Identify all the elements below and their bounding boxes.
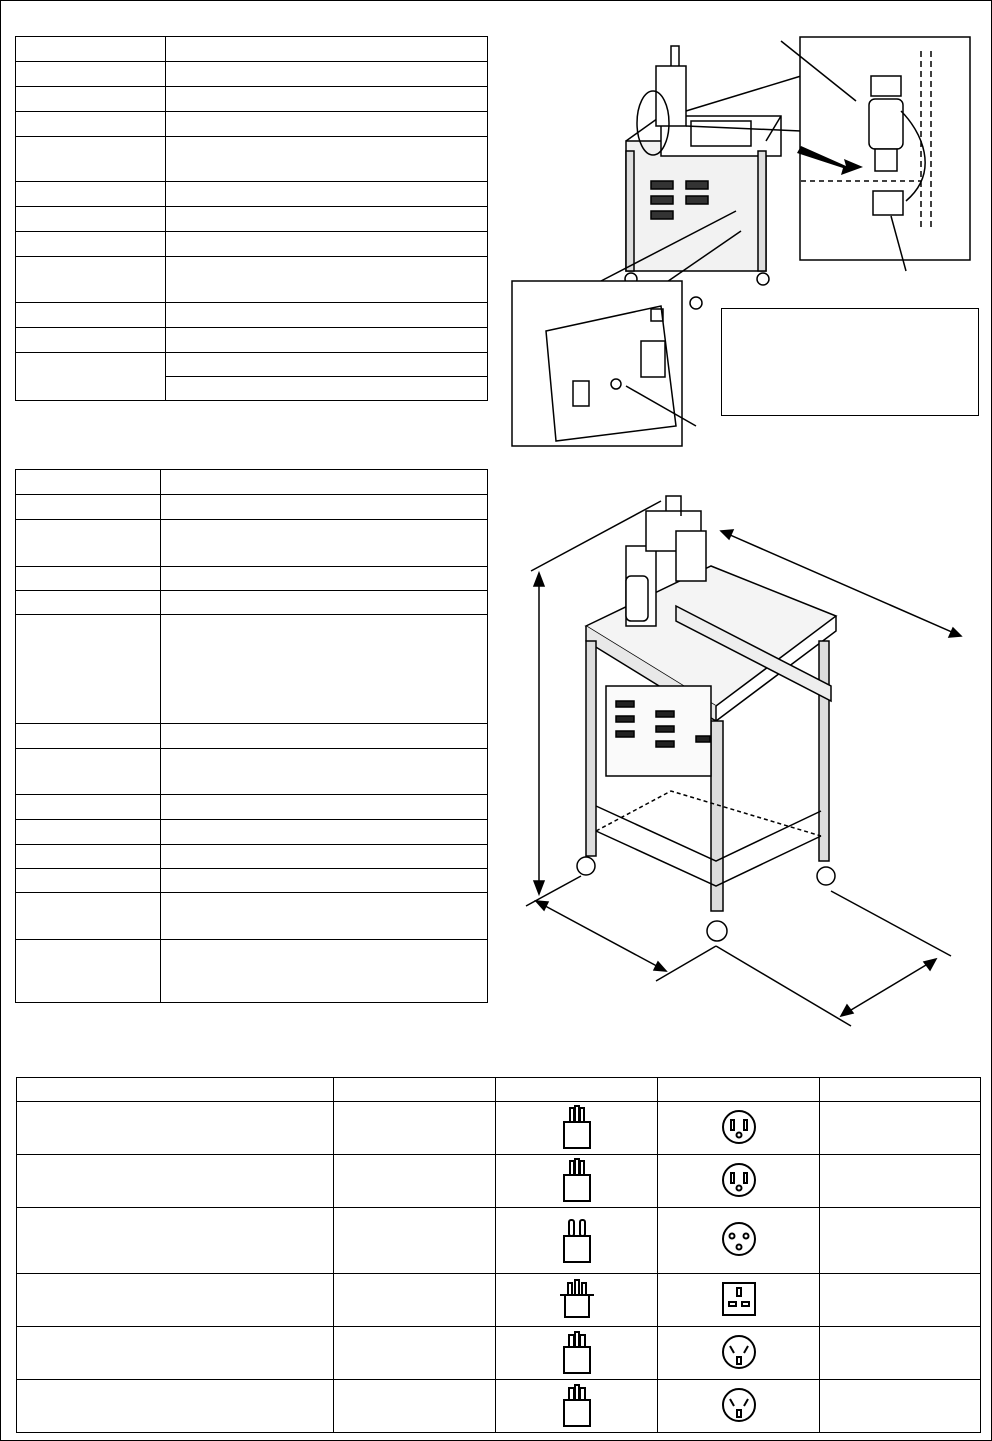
angled-3-pin-plug-icon (561, 1329, 593, 1375)
table-cell (17, 1155, 334, 1208)
table-cell (820, 1155, 981, 1208)
table-row (16, 470, 488, 495)
table-cell (16, 207, 166, 232)
table-cell (166, 112, 488, 137)
table-cell (16, 87, 166, 112)
table-row (16, 820, 488, 845)
plug-outlet-table (16, 1077, 981, 1433)
table-cell (166, 37, 488, 62)
table-cell (17, 1274, 334, 1327)
table-row (16, 893, 488, 940)
table-row (16, 232, 488, 257)
table-cell (16, 37, 166, 62)
table-cell (17, 1327, 334, 1380)
table-cell (16, 112, 166, 137)
table-row (16, 303, 488, 328)
table-row (16, 328, 488, 353)
table-header-row (17, 1078, 981, 1102)
table-cell (166, 257, 488, 303)
table-row (17, 1155, 981, 1208)
table-cell (17, 1208, 334, 1274)
table-cell (16, 795, 161, 820)
bs-3-pin-plug-icon (557, 1277, 597, 1321)
table-cell (161, 615, 488, 724)
table-row (17, 1380, 981, 1433)
table-cell (496, 1078, 658, 1102)
table-row (16, 137, 488, 182)
table-row (17, 1102, 981, 1155)
table-cell (496, 1327, 658, 1380)
table-row (17, 1208, 981, 1274)
table-cell (17, 1380, 334, 1433)
table-cell (820, 1208, 981, 1274)
table-row (16, 724, 488, 749)
table-cell (16, 820, 161, 845)
table-row (16, 207, 488, 232)
table-cell (16, 328, 166, 353)
table-cell (166, 353, 488, 377)
table-cell (16, 470, 161, 495)
table-cell (496, 1208, 658, 1274)
table-cell (161, 470, 488, 495)
bs-square-outlet-icon (720, 1280, 758, 1318)
table-cell (658, 1155, 820, 1208)
angled-3-hole-outlet-icon (720, 1333, 758, 1371)
table-cell (16, 749, 161, 795)
table-cell (334, 1274, 496, 1327)
table-row (16, 591, 488, 615)
table-cell (658, 1078, 820, 1102)
table-cell (820, 1380, 981, 1433)
table-cell (161, 749, 488, 795)
table-row (17, 1274, 981, 1327)
table-cell (17, 1078, 334, 1102)
3-prong-plug-icon (561, 1104, 593, 1150)
table-cell (820, 1102, 981, 1155)
table-cell (166, 182, 488, 207)
table-cell (161, 820, 488, 845)
table-row (16, 615, 488, 724)
table-cell (161, 520, 488, 567)
table-row (16, 62, 488, 87)
table-cell (334, 1380, 496, 1433)
table-row (16, 520, 488, 567)
table-cell (16, 893, 161, 940)
angled-3-pin-plug-icon (561, 1382, 593, 1428)
table-row (16, 87, 488, 112)
table-cell (161, 724, 488, 749)
table-cell (16, 353, 166, 401)
table-row (16, 567, 488, 591)
table-cell (820, 1274, 981, 1327)
table-cell (16, 495, 161, 520)
table-cell (16, 62, 166, 87)
table-cell (658, 1102, 820, 1155)
table-cell (820, 1327, 981, 1380)
table-row (17, 1327, 981, 1380)
3-prong-plug-icon (561, 1157, 593, 1203)
table-cell (496, 1380, 658, 1433)
table-cell (16, 520, 161, 567)
table-cell (166, 137, 488, 182)
table-cell (658, 1274, 820, 1327)
table-cell (166, 87, 488, 112)
table-cell (16, 232, 166, 257)
table-cell (334, 1155, 496, 1208)
table-row (16, 795, 488, 820)
table-row (16, 257, 488, 303)
table-cell (334, 1078, 496, 1102)
3-hole-round-outlet-icon (720, 1161, 758, 1199)
table-cell (16, 137, 166, 182)
table-cell (16, 724, 161, 749)
table-cell (166, 207, 488, 232)
spec-table-1 (15, 36, 488, 401)
table-cell (161, 893, 488, 940)
table-cell (16, 615, 161, 724)
table-row (16, 112, 488, 137)
table-row (16, 495, 488, 520)
table-row (16, 182, 488, 207)
3-hole-round-outlet-icon (720, 1108, 758, 1146)
table-cell (16, 591, 161, 615)
angled-3-hole-outlet-icon (720, 1386, 758, 1424)
table-cell (16, 182, 166, 207)
machine-dimension-figure (501, 491, 971, 1036)
table-cell (16, 567, 161, 591)
table-row (16, 353, 488, 377)
table-cell (496, 1274, 658, 1327)
table-cell (658, 1208, 820, 1274)
table-cell (496, 1155, 658, 1208)
table-cell (820, 1078, 981, 1102)
2-prong-plug-icon (561, 1214, 593, 1264)
table-cell (334, 1102, 496, 1155)
table-cell (166, 377, 488, 401)
table-cell (161, 591, 488, 615)
table-cell (161, 567, 488, 591)
machine-illustration-dimensions (501, 491, 971, 1036)
table-cell (16, 869, 161, 893)
table-cell (496, 1102, 658, 1155)
table-cell (16, 845, 161, 869)
table-cell (334, 1208, 496, 1274)
table-cell (17, 1102, 334, 1155)
table-cell (16, 940, 161, 1003)
table-cell (334, 1327, 496, 1380)
callout-label-box (721, 308, 979, 416)
table-row (16, 845, 488, 869)
table-cell (161, 495, 488, 520)
table-cell (161, 940, 488, 1003)
3-round-hole-outlet-icon (720, 1220, 758, 1258)
table-cell (16, 257, 166, 303)
spec-table-2 (15, 469, 488, 1003)
table-cell (161, 795, 488, 820)
table-cell (166, 303, 488, 328)
table-cell (658, 1327, 820, 1380)
table-cell (161, 869, 488, 893)
table-cell (166, 62, 488, 87)
table-row (16, 869, 488, 893)
table-cell (161, 845, 488, 869)
table-row (16, 37, 488, 62)
table-row (16, 749, 488, 795)
table-cell (658, 1380, 820, 1433)
table-cell (166, 232, 488, 257)
table-row (16, 940, 488, 1003)
table-cell (166, 328, 488, 353)
table-cell (16, 303, 166, 328)
